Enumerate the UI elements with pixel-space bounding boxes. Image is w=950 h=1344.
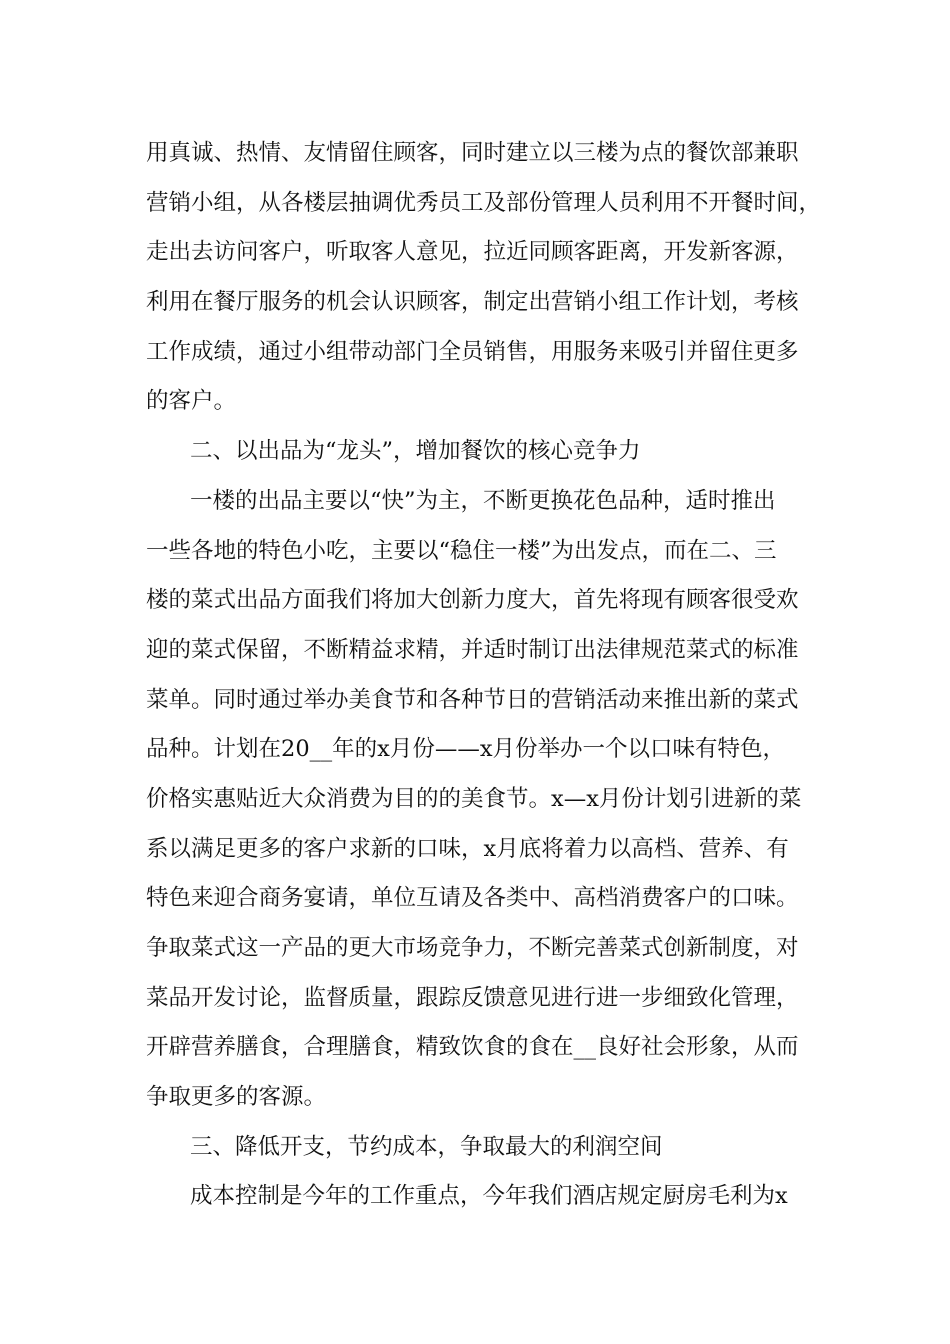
paragraph-line: 特色来迎合商务宴请，单位互请及各类中、高档消费客户的口味。: [146, 885, 799, 912]
paragraph-line: 迎的菜式保留，不断精益求精，并适时制订出法律规范菜式的标准: [146, 636, 799, 663]
paragraph-line: 用真诚、热情、友情留住顾客，同时建立以三楼为点的餐饮部兼职: [146, 140, 799, 166]
paragraph-line: 菜单。同时通过举办美食节和各种节日的营销活动来推出新的菜式: [146, 686, 799, 713]
paragraph-line: 菜品开发讨论，监督质量，跟踪反馈意见进行进一步细致化管理，: [146, 984, 799, 1011]
document-body: [146, 129, 826, 1222]
paragraph-line: 一些各地的特色小吃，主要以“稳住一楼”为出发点，而在二、三: [146, 537, 777, 564]
paragraph-line: 系以满足更多的客户求新的口味，x月底将着力以高档、营养、有: [146, 835, 789, 862]
paragraph-line: 成本控制是今年的工作重点，今年我们酒店规定厨房毛利为x: [190, 1183, 788, 1210]
paragraph-line: 一楼的出品主要以“快”为主，不断更换花色品种，适时推出: [190, 487, 776, 514]
paragraph-line: 品种。计划在20__年的x月份——x月份举办一个以口味有特色，: [146, 736, 786, 763]
paragraph-line: 走出去访问客户，听取客人意见，拉近同顾客距离，开发新客源，: [146, 239, 799, 266]
paragraph-line: 利用在餐厅服务的机会认识顾客，制定出营销小组工作计划，考核: [146, 289, 799, 316]
paragraph-line: 营销小组，从各楼层抽调优秀员工及部份管理人员利用不开餐时间，: [146, 189, 822, 216]
paragraph-line: 的客户。: [146, 388, 237, 415]
section-heading: 三、降低开支，节约成本，争取最大的利润空间: [190, 1133, 663, 1160]
paragraph-line: 工作成绩，通过小组带动部门全员销售，用服务来吸引并留住更多: [146, 338, 799, 365]
paragraph-line: 争取更多的客源。: [146, 1084, 327, 1111]
paragraph-line: 开辟营养膳食，合理膳食，精致饮食的食在__良好社会形象，从而: [146, 1034, 799, 1061]
section-heading: 二、以出品为“龙头”，增加餐饮的核心竞争力: [190, 438, 641, 465]
paragraph-line: 楼的菜式出品方面我们将加大创新力度大，首先将现有顾客很受欢: [146, 587, 799, 614]
paragraph-line: 争取菜式这一产品的更大市场竞争力，不断完善菜式创新制度，对: [146, 935, 799, 961]
paragraph-line: 价格实惠贴近大众消费为目的的美食节。x—x月份计划引进新的菜: [146, 785, 802, 812]
